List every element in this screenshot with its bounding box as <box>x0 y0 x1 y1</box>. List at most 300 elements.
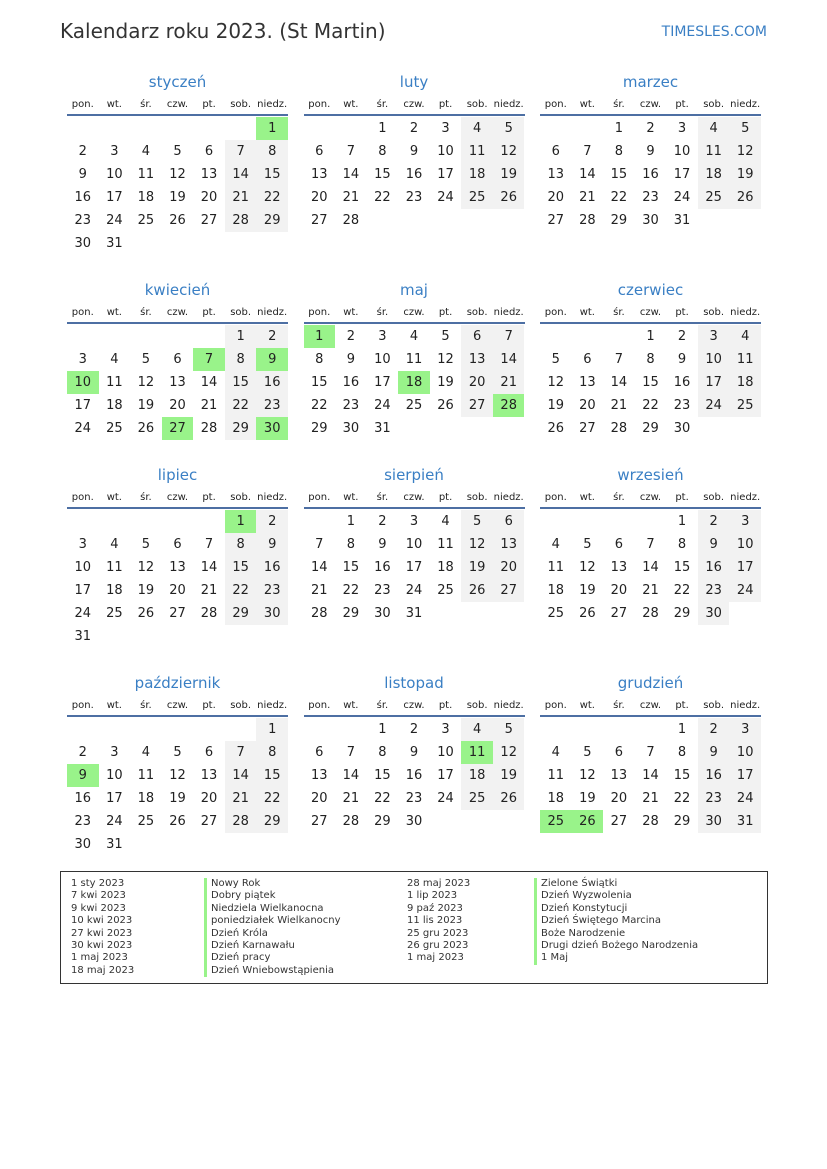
day-cell[interactable]: 13 <box>610 768 628 783</box>
day-cell[interactable]: 13 <box>311 167 328 182</box>
day-cell[interactable]: 17 <box>405 560 423 575</box>
day-cell[interactable]: 26 <box>169 814 186 829</box>
day-cell[interactable]: 1 <box>677 514 687 529</box>
day-cell[interactable]: 3 <box>729 510 761 533</box>
day-cell[interactable]: 8 <box>346 537 355 552</box>
day-cell[interactable]: 19 <box>461 556 493 579</box>
day-cell[interactable]: 11 <box>106 560 123 575</box>
day-cell[interactable]: 14 <box>642 560 659 575</box>
day-cell[interactable]: 13 <box>169 560 186 575</box>
day-cell[interactable]: 27 <box>311 814 328 829</box>
day-cell[interactable]: 3 <box>441 722 450 737</box>
day-cell[interactable]: 29 <box>225 417 257 440</box>
day-cell[interactable]: 5 <box>583 745 592 760</box>
day-cell[interactable]: 29 <box>256 209 288 232</box>
day-cell[interactable]: 31 <box>374 421 391 436</box>
day-cell[interactable]: 7 <box>493 325 525 348</box>
day-cell[interactable]: 19 <box>169 190 186 205</box>
day-cell[interactable]: 29 <box>311 421 328 436</box>
day-cell[interactable]: 7 <box>346 144 355 159</box>
day-cell[interactable]: 17 <box>74 398 92 413</box>
day-cell[interactable]: 20 <box>169 398 186 413</box>
day-cell[interactable]: 18 <box>137 190 155 205</box>
day-cell[interactable]: 15 <box>673 560 691 575</box>
day-cell[interactable]: 8 <box>614 144 624 159</box>
holiday-day-cell[interactable]: 26 <box>572 810 604 833</box>
day-cell[interactable]: 2 <box>646 121 655 136</box>
day-cell[interactable]: 13 <box>200 167 218 182</box>
day-cell[interactable]: 24 <box>698 394 730 417</box>
day-cell[interactable]: 8 <box>677 537 687 552</box>
day-cell[interactable]: 14 <box>342 167 360 182</box>
day-cell[interactable]: 18 <box>461 764 493 787</box>
day-cell[interactable]: 10 <box>437 745 454 760</box>
day-cell[interactable]: 15 <box>374 768 391 783</box>
day-cell[interactable]: 20 <box>169 583 186 598</box>
day-cell[interactable]: 11 <box>137 167 155 182</box>
day-cell[interactable]: 4 <box>110 352 119 367</box>
day-cell[interactable]: 12 <box>729 140 761 163</box>
day-cell[interactable]: 6 <box>551 144 560 159</box>
day-cell[interactable]: 29 <box>642 421 659 436</box>
day-cell[interactable]: 15 <box>342 560 360 575</box>
day-cell[interactable]: 25 <box>729 394 761 417</box>
day-cell[interactable]: 12 <box>137 375 155 390</box>
day-cell[interactable]: 4 <box>461 718 493 741</box>
day-cell[interactable]: 11 <box>106 375 123 390</box>
day-cell[interactable]: 9 <box>78 167 87 182</box>
day-cell[interactable]: 24 <box>74 421 92 436</box>
day-cell[interactable]: 1 <box>256 718 288 741</box>
day-cell[interactable]: 22 <box>673 583 691 598</box>
holiday-day-cell[interactable]: 1 <box>256 117 288 140</box>
day-cell[interactable]: 19 <box>493 764 525 787</box>
day-cell[interactable]: 10 <box>437 144 454 159</box>
day-cell[interactable]: 29 <box>610 213 628 228</box>
day-cell[interactable]: 12 <box>137 560 155 575</box>
day-cell[interactable]: 11 <box>698 140 730 163</box>
day-cell[interactable]: 4 <box>698 117 730 140</box>
day-cell[interactable]: 27 <box>200 213 218 228</box>
day-cell[interactable]: 6 <box>493 510 525 533</box>
day-cell[interactable]: 30 <box>698 602 730 625</box>
day-cell[interactable]: 5 <box>173 144 182 159</box>
day-cell[interactable]: 7 <box>646 745 655 760</box>
day-cell[interactable]: 20 <box>547 190 565 205</box>
day-cell[interactable]: 24 <box>106 213 123 228</box>
day-cell[interactable]: 26 <box>729 186 761 209</box>
day-cell[interactable]: 26 <box>493 787 525 810</box>
day-cell[interactable]: 18 <box>106 583 123 598</box>
day-cell[interactable]: 3 <box>677 121 687 136</box>
day-cell[interactable]: 7 <box>583 144 592 159</box>
day-cell[interactable]: 2 <box>409 722 419 737</box>
day-cell[interactable]: 22 <box>374 190 391 205</box>
day-cell[interactable]: 5 <box>141 537 151 552</box>
day-cell[interactable]: 21 <box>311 583 328 598</box>
day-cell[interactable]: 15 <box>311 375 328 390</box>
day-cell[interactable]: 13 <box>493 533 525 556</box>
day-cell[interactable]: 22 <box>673 791 691 806</box>
day-cell[interactable]: 27 <box>200 814 218 829</box>
day-cell[interactable]: 18 <box>437 560 454 575</box>
day-cell[interactable]: 2 <box>698 510 730 533</box>
day-cell[interactable]: 13 <box>200 768 218 783</box>
day-cell[interactable]: 10 <box>729 741 761 764</box>
day-cell[interactable]: 16 <box>698 764 730 787</box>
day-cell[interactable]: 24 <box>437 791 454 806</box>
day-cell[interactable]: 31 <box>74 629 92 644</box>
day-cell[interactable]: 4 <box>141 144 151 159</box>
day-cell[interactable]: 29 <box>374 814 391 829</box>
day-cell[interactable]: 4 <box>441 514 450 529</box>
day-cell[interactable]: 15 <box>610 167 628 182</box>
day-cell[interactable]: 3 <box>78 352 87 367</box>
day-cell[interactable]: 21 <box>610 398 628 413</box>
day-cell[interactable]: 28 <box>225 810 257 833</box>
day-cell[interactable]: 14 <box>642 768 659 783</box>
day-cell[interactable]: 4 <box>551 537 560 552</box>
day-cell[interactable]: 11 <box>461 140 493 163</box>
day-cell[interactable]: 3 <box>110 144 119 159</box>
day-cell[interactable]: 14 <box>311 560 328 575</box>
day-cell[interactable]: 3 <box>698 325 730 348</box>
day-cell[interactable]: 21 <box>642 791 659 806</box>
holiday-day-cell[interactable]: 11 <box>461 741 493 764</box>
day-cell[interactable]: 20 <box>461 371 493 394</box>
day-cell[interactable]: 24 <box>729 787 761 810</box>
day-cell[interactable]: 16 <box>256 556 288 579</box>
day-cell[interactable]: 7 <box>614 352 624 367</box>
day-cell[interactable]: 25 <box>405 398 423 413</box>
day-cell[interactable]: 12 <box>547 375 565 390</box>
day-cell[interactable]: 29 <box>225 602 257 625</box>
day-cell[interactable]: 19 <box>579 583 596 598</box>
day-cell[interactable]: 23 <box>698 787 730 810</box>
holiday-day-cell[interactable]: 10 <box>67 371 99 394</box>
day-cell[interactable]: 17 <box>437 768 454 783</box>
day-cell[interactable]: 5 <box>461 510 493 533</box>
day-cell[interactable]: 31 <box>729 810 761 833</box>
day-cell[interactable]: 5 <box>729 117 761 140</box>
day-cell[interactable]: 12 <box>169 768 186 783</box>
day-cell[interactable]: 29 <box>342 606 360 621</box>
day-cell[interactable]: 21 <box>579 190 596 205</box>
day-cell[interactable]: 18 <box>698 163 730 186</box>
day-cell[interactable]: 3 <box>441 121 450 136</box>
day-cell[interactable]: 31 <box>405 606 423 621</box>
day-cell[interactable]: 16 <box>74 791 92 806</box>
day-cell[interactable]: 6 <box>461 325 493 348</box>
day-cell[interactable]: 6 <box>614 745 624 760</box>
day-cell[interactable]: 2 <box>78 144 87 159</box>
day-cell[interactable]: 1 <box>346 514 355 529</box>
day-cell[interactable]: 14 <box>493 348 525 371</box>
day-cell[interactable]: 6 <box>583 352 592 367</box>
day-cell[interactable]: 17 <box>74 583 92 598</box>
day-cell[interactable]: 28 <box>610 421 628 436</box>
day-cell[interactable]: 12 <box>493 140 525 163</box>
day-cell[interactable]: 17 <box>374 375 391 390</box>
day-cell[interactable]: 6 <box>315 144 324 159</box>
day-cell[interactable]: 20 <box>579 398 596 413</box>
day-cell[interactable]: 7 <box>646 537 655 552</box>
day-cell[interactable]: 24 <box>74 606 92 621</box>
day-cell[interactable]: 24 <box>374 398 391 413</box>
day-cell[interactable]: 23 <box>405 791 423 806</box>
day-cell[interactable]: 21 <box>200 398 218 413</box>
day-cell[interactable]: 1 <box>378 722 387 737</box>
day-cell[interactable]: 22 <box>311 398 328 413</box>
day-cell[interactable]: 2 <box>409 121 419 136</box>
day-cell[interactable]: 19 <box>437 375 454 390</box>
day-cell[interactable]: 18 <box>729 371 761 394</box>
day-cell[interactable]: 2 <box>378 514 387 529</box>
day-cell[interactable]: 2 <box>256 325 288 348</box>
day-cell[interactable]: 14 <box>200 375 218 390</box>
day-cell[interactable]: 19 <box>547 398 565 413</box>
day-cell[interactable]: 12 <box>169 167 186 182</box>
day-cell[interactable]: 6 <box>173 537 182 552</box>
day-cell[interactable]: 9 <box>698 741 730 764</box>
day-cell[interactable]: 9 <box>409 745 419 760</box>
day-cell[interactable]: 4 <box>461 117 493 140</box>
day-cell[interactable]: 12 <box>493 741 525 764</box>
day-cell[interactable]: 23 <box>642 190 659 205</box>
day-cell[interactable]: 16 <box>74 190 92 205</box>
day-cell[interactable]: 26 <box>493 186 525 209</box>
day-cell[interactable]: 20 <box>200 791 218 806</box>
day-cell[interactable]: 15 <box>225 556 257 579</box>
day-cell[interactable]: 14 <box>225 764 257 787</box>
day-cell[interactable]: 14 <box>342 768 360 783</box>
day-cell[interactable]: 25 <box>106 606 123 621</box>
day-cell[interactable]: 11 <box>437 537 454 552</box>
day-cell[interactable]: 6 <box>204 745 214 760</box>
day-cell[interactable]: 9 <box>256 533 288 556</box>
day-cell[interactable]: 25 <box>461 186 493 209</box>
day-cell[interactable]: 12 <box>579 768 596 783</box>
day-cell[interactable]: 17 <box>106 791 123 806</box>
day-cell[interactable]: 4 <box>551 745 560 760</box>
day-cell[interactable]: 21 <box>200 583 218 598</box>
day-cell[interactable]: 28 <box>225 209 257 232</box>
day-cell[interactable]: 17 <box>106 190 123 205</box>
day-cell[interactable]: 25 <box>461 787 493 810</box>
day-cell[interactable]: 16 <box>405 768 423 783</box>
day-cell[interactable]: 12 <box>579 560 596 575</box>
day-cell[interactable]: 17 <box>729 556 761 579</box>
day-cell[interactable]: 29 <box>673 606 691 621</box>
day-cell[interactable]: 2 <box>78 745 87 760</box>
day-cell[interactable]: 2 <box>346 329 355 344</box>
day-cell[interactable]: 21 <box>493 371 525 394</box>
day-cell[interactable]: 5 <box>551 352 560 367</box>
day-cell[interactable]: 4 <box>110 537 119 552</box>
day-cell[interactable]: 27 <box>169 606 186 621</box>
day-cell[interactable]: 28 <box>200 606 218 621</box>
day-cell[interactable]: 31 <box>106 236 123 251</box>
day-cell[interactable]: 1 <box>225 325 257 348</box>
day-cell[interactable]: 16 <box>256 371 288 394</box>
day-cell[interactable]: 18 <box>106 398 123 413</box>
day-cell[interactable]: 3 <box>378 329 387 344</box>
day-cell[interactable]: 4 <box>729 325 761 348</box>
day-cell[interactable]: 23 <box>374 583 391 598</box>
day-cell[interactable]: 22 <box>225 579 257 602</box>
day-cell[interactable]: 26 <box>579 606 596 621</box>
day-cell[interactable]: 10 <box>729 533 761 556</box>
day-cell[interactable]: 11 <box>547 768 565 783</box>
day-cell[interactable]: 21 <box>342 791 360 806</box>
day-cell[interactable]: 20 <box>311 791 328 806</box>
day-cell[interactable]: 23 <box>673 398 691 413</box>
day-cell[interactable]: 26 <box>169 213 186 228</box>
day-cell[interactable]: 14 <box>610 375 628 390</box>
day-cell[interactable]: 21 <box>642 583 659 598</box>
day-cell[interactable]: 5 <box>441 329 450 344</box>
day-cell[interactable]: 6 <box>173 352 182 367</box>
holiday-day-cell[interactable]: 9 <box>67 764 99 787</box>
day-cell[interactable]: 15 <box>673 768 691 783</box>
day-cell[interactable]: 13 <box>579 375 596 390</box>
day-cell[interactable]: 7 <box>346 745 355 760</box>
day-cell[interactable]: 10 <box>106 768 123 783</box>
holiday-day-cell[interactable]: 1 <box>225 510 257 533</box>
holiday-day-cell[interactable]: 7 <box>193 348 225 371</box>
day-cell[interactable]: 11 <box>729 348 761 371</box>
day-cell[interactable]: 5 <box>141 352 151 367</box>
day-cell[interactable]: 17 <box>437 167 454 182</box>
day-cell[interactable]: 29 <box>673 814 691 829</box>
day-cell[interactable]: 31 <box>106 837 123 852</box>
day-cell[interactable]: 22 <box>642 398 659 413</box>
day-cell[interactable]: 10 <box>106 167 123 182</box>
day-cell[interactable]: 3 <box>729 718 761 741</box>
day-cell[interactable]: 15 <box>256 764 288 787</box>
day-cell[interactable]: 13 <box>547 167 565 182</box>
day-cell[interactable]: 24 <box>729 579 761 602</box>
day-cell[interactable]: 18 <box>137 791 155 806</box>
day-cell[interactable]: 16 <box>698 556 730 579</box>
brand-link[interactable]: TIMESLES.COM <box>661 24 767 40</box>
day-cell[interactable]: 6 <box>315 745 324 760</box>
day-cell[interactable]: 17 <box>698 371 730 394</box>
day-cell[interactable]: 11 <box>137 768 155 783</box>
day-cell[interactable]: 27 <box>461 394 493 417</box>
holiday-day-cell[interactable]: 27 <box>162 417 194 440</box>
day-cell[interactable]: 28 <box>579 213 596 228</box>
day-cell[interactable]: 8 <box>315 352 324 367</box>
day-cell[interactable]: 28 <box>200 421 218 436</box>
day-cell[interactable]: 5 <box>493 718 525 741</box>
day-cell[interactable]: 28 <box>642 814 659 829</box>
day-cell[interactable]: 8 <box>378 144 387 159</box>
day-cell[interactable]: 23 <box>256 394 288 417</box>
day-cell[interactable]: 19 <box>579 791 596 806</box>
day-cell[interactable]: 17 <box>729 764 761 787</box>
day-cell[interactable]: 26 <box>461 579 493 602</box>
day-cell[interactable]: 22 <box>342 583 360 598</box>
day-cell[interactable]: 20 <box>610 583 628 598</box>
holiday-day-cell[interactable]: 9 <box>256 348 288 371</box>
day-cell[interactable]: 25 <box>698 186 730 209</box>
day-cell[interactable]: 13 <box>169 375 186 390</box>
day-cell[interactable]: 9 <box>646 144 655 159</box>
day-cell[interactable]: 7 <box>315 537 324 552</box>
day-cell[interactable]: 7 <box>225 741 257 764</box>
day-cell[interactable]: 7 <box>225 140 257 163</box>
day-cell[interactable]: 8 <box>225 533 257 556</box>
day-cell[interactable]: 18 <box>547 583 565 598</box>
day-cell[interactable]: 23 <box>698 579 730 602</box>
day-cell[interactable]: 21 <box>225 186 257 209</box>
day-cell[interactable]: 10 <box>374 352 391 367</box>
day-cell[interactable]: 25 <box>137 814 155 829</box>
day-cell[interactable]: 14 <box>200 560 218 575</box>
day-cell[interactable]: 23 <box>74 213 92 228</box>
day-cell[interactable]: 30 <box>642 213 659 228</box>
day-cell[interactable]: 1 <box>378 121 387 136</box>
day-cell[interactable]: 10 <box>74 560 92 575</box>
day-cell[interactable]: 3 <box>78 537 87 552</box>
day-cell[interactable]: 9 <box>677 352 687 367</box>
day-cell[interactable]: 30 <box>74 837 92 852</box>
day-cell[interactable]: 23 <box>405 190 423 205</box>
day-cell[interactable]: 16 <box>642 167 659 182</box>
holiday-day-cell[interactable]: 30 <box>256 417 288 440</box>
day-cell[interactable]: 8 <box>378 745 387 760</box>
day-cell[interactable]: 1 <box>646 329 655 344</box>
day-cell[interactable]: 27 <box>311 213 328 228</box>
day-cell[interactable]: 2 <box>698 718 730 741</box>
day-cell[interactable]: 30 <box>405 814 423 829</box>
day-cell[interactable]: 9 <box>409 144 419 159</box>
day-cell[interactable]: 30 <box>698 810 730 833</box>
day-cell[interactable]: 18 <box>547 791 565 806</box>
day-cell[interactable]: 8 <box>256 741 288 764</box>
day-cell[interactable]: 10 <box>405 537 423 552</box>
day-cell[interactable]: 9 <box>378 537 387 552</box>
day-cell[interactable]: 12 <box>437 352 454 367</box>
day-cell[interactable]: 25 <box>106 421 123 436</box>
day-cell[interactable]: 16 <box>673 375 691 390</box>
day-cell[interactable]: 25 <box>547 606 565 621</box>
day-cell[interactable]: 20 <box>200 190 218 205</box>
day-cell[interactable]: 22 <box>374 791 391 806</box>
day-cell[interactable]: 27 <box>493 579 525 602</box>
day-cell[interactable]: 11 <box>547 560 565 575</box>
day-cell[interactable]: 23 <box>256 579 288 602</box>
day-cell[interactable]: 30 <box>256 602 288 625</box>
day-cell[interactable]: 19 <box>493 163 525 186</box>
holiday-day-cell[interactable]: 18 <box>398 371 430 394</box>
day-cell[interactable]: 22 <box>225 394 257 417</box>
day-cell[interactable]: 6 <box>204 144 214 159</box>
day-cell[interactable]: 30 <box>74 236 92 251</box>
day-cell[interactable]: 23 <box>74 814 92 829</box>
day-cell[interactable]: 28 <box>642 606 659 621</box>
day-cell[interactable]: 3 <box>409 514 419 529</box>
day-cell[interactable]: 15 <box>374 167 391 182</box>
day-cell[interactable]: 29 <box>256 810 288 833</box>
day-cell[interactable]: 14 <box>225 163 257 186</box>
day-cell[interactable]: 16 <box>342 375 360 390</box>
day-cell[interactable]: 9 <box>698 533 730 556</box>
day-cell[interactable]: 10 <box>673 144 691 159</box>
day-cell[interactable]: 10 <box>698 348 730 371</box>
day-cell[interactable]: 2 <box>256 510 288 533</box>
